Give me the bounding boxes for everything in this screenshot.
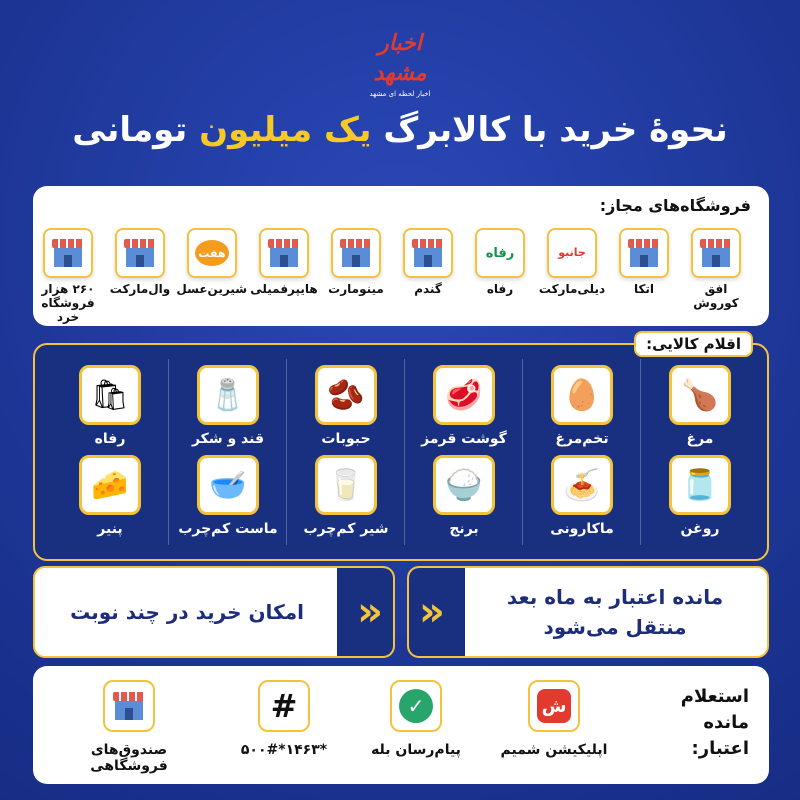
- shop-icon: [403, 228, 453, 278]
- balance-method: [489, 680, 619, 758]
- carryover-text: [471, 568, 759, 656]
- sugar-icon: 🧂: [197, 365, 259, 425]
- store-3: [465, 228, 535, 296]
- balance-method: [351, 680, 481, 758]
- store-7: [177, 228, 247, 296]
- stores-panel: [33, 186, 769, 326]
- column-divider: [640, 359, 641, 545]
- balance-method: [64, 680, 194, 774]
- shop-icon: [259, 228, 309, 278]
- store-0: [681, 228, 751, 310]
- goods-item: [527, 365, 637, 447]
- store-label: هایپرفمیلی: [250, 282, 318, 296]
- page-title: [0, 108, 800, 152]
- goods-item: [173, 365, 283, 447]
- refah-logo-icon: رفاه: [475, 228, 525, 278]
- goods-item: [409, 365, 519, 447]
- beans-icon: 🫘: [315, 365, 377, 425]
- bale-messenger-icon: ✓: [390, 680, 442, 732]
- title-part-3: تومانی: [72, 110, 188, 150]
- column-divider: [286, 359, 287, 545]
- balance-title-line-2: اعتبار:: [691, 738, 749, 759]
- goods-item: [55, 455, 165, 537]
- logo-sub-text: اخبار لحظه ای مشهد: [369, 90, 431, 98]
- meat-icon: 🥩: [433, 365, 495, 425]
- goods-item-label: برنج: [449, 521, 479, 537]
- goods-title: اقلام کالایی:: [634, 331, 753, 357]
- egg-icon: 🥚: [551, 365, 613, 425]
- title-part-1: نحوهٔ خرید با کالابرگ: [383, 110, 728, 150]
- store-label: ۲۶۰ هزار فروشگاه خرد: [41, 282, 95, 324]
- shamim-app-icon: ش: [528, 680, 580, 732]
- store-5: [321, 228, 391, 296]
- chevrons-icon: «: [419, 589, 445, 635]
- balance-title-line-1: استعلام مانده: [680, 686, 749, 733]
- goods-item: [291, 455, 401, 537]
- stores-title: فروشگاه‌های مجاز:: [599, 196, 751, 215]
- logo-main-text: اخبار مشهد: [373, 30, 427, 86]
- goods-item-label: قند و شکر: [191, 431, 265, 447]
- goods-item-label: حبوبات: [321, 431, 371, 447]
- store-6: [249, 228, 319, 296]
- goods-item: [409, 455, 519, 537]
- rice-icon: 🍚: [433, 455, 495, 515]
- store-label: اتکا: [633, 282, 655, 296]
- store-2: [537, 228, 607, 296]
- goods-item: [291, 365, 401, 447]
- goods-item: [645, 365, 755, 447]
- goods-item: [173, 455, 283, 537]
- chicken-icon: 🍗: [669, 365, 731, 425]
- goods-item: [55, 365, 165, 447]
- hash-icon: #: [258, 680, 310, 732]
- goods-item-label: تخم‌مرغ: [555, 431, 609, 447]
- goods-item: [527, 455, 637, 537]
- column-divider: [522, 359, 523, 545]
- balance-method-label: اپلیکیشن شمیم: [500, 742, 608, 758]
- store-label: رفاه: [486, 282, 514, 296]
- carryover-card: [407, 566, 769, 658]
- grocery-bag-icon: 🛍: [79, 365, 141, 425]
- cheese-icon: 🧀: [79, 455, 141, 515]
- balance-method: [219, 680, 349, 758]
- pasta-icon: 🍝: [551, 455, 613, 515]
- store-9: [33, 228, 103, 324]
- shop-icon: [43, 228, 93, 278]
- goods-item-label: مرغ: [686, 431, 714, 447]
- goods-item-label: شیر کم‌چرب: [303, 521, 389, 537]
- milk-icon: 🥛: [315, 455, 377, 515]
- multi-purchase-card: [33, 566, 395, 658]
- balance-method-label: پیام‌رسان بله: [371, 742, 461, 758]
- carryover-line-2: منتقل می‌شود: [543, 615, 687, 639]
- balance-method-label: صندوق‌های فروشگاهی: [90, 742, 168, 774]
- shop-icon: [619, 228, 669, 278]
- goods-item: [645, 455, 755, 537]
- store-1: [609, 228, 679, 296]
- store-label: گندم: [414, 282, 442, 296]
- haft-logo-icon: هفت: [187, 228, 237, 278]
- balance-method-label: *۱۴۶۳*۵۰۰#: [240, 742, 328, 758]
- goods-panel: [33, 335, 769, 561]
- shop-icon: [331, 228, 381, 278]
- shop-icon: [691, 228, 741, 278]
- oil-icon: 🫙: [669, 455, 731, 515]
- title-part-2: یک میلیون: [199, 110, 372, 150]
- carryover-line-1: مانده اعتبار به ماه بعد: [506, 585, 724, 609]
- balance-title: [629, 684, 749, 762]
- shop-icon: [103, 680, 155, 732]
- goods-item-label: روغن: [680, 521, 720, 537]
- multi-purchase-text: امکان خرید در چند نوبت: [70, 600, 304, 624]
- goods-item-label: ماکارونی: [550, 521, 614, 537]
- goods-item-label: رفاه: [94, 431, 126, 447]
- goods-item-label: پنیر: [97, 521, 123, 537]
- balance-inquiry-panel: [33, 666, 769, 784]
- goods-item-label: گوشت قرمز: [421, 431, 507, 447]
- store-label: وال‌مارکت: [109, 282, 171, 296]
- store-label: مینومارت: [328, 282, 384, 296]
- goods-item-label: ماست کم‌چرب: [178, 521, 278, 537]
- store-label: شیرین‌عسل: [176, 282, 247, 296]
- janbo-logo-icon: جانبو: [547, 228, 597, 278]
- logo: [355, 28, 445, 98]
- yogurt-icon: 🥣: [197, 455, 259, 515]
- store-4: [393, 228, 463, 296]
- chevrons-icon: «: [357, 589, 383, 635]
- shop-icon: [115, 228, 165, 278]
- column-divider: [404, 359, 405, 545]
- column-divider: [168, 359, 169, 545]
- store-label: دیلی‌مارکت: [538, 282, 606, 296]
- store-label: افق کوروش: [693, 282, 739, 310]
- store-8: [105, 228, 175, 296]
